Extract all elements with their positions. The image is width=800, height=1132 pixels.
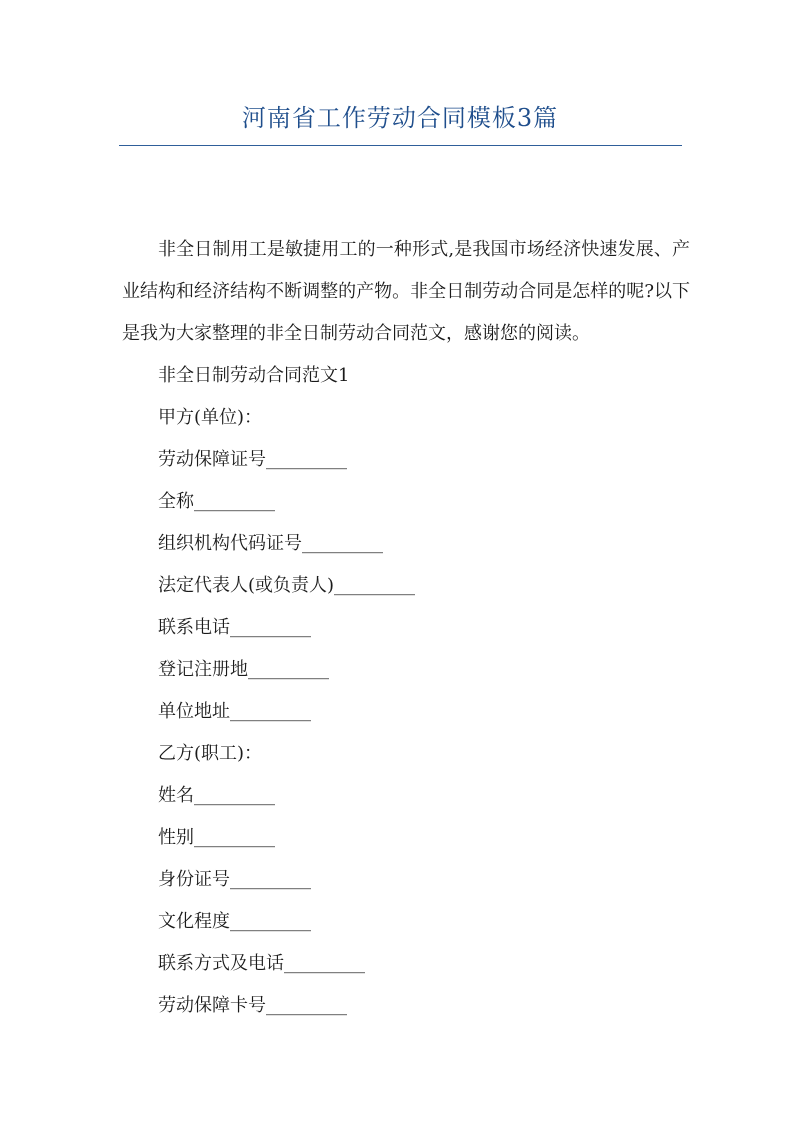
- party-b-heading: 乙方(职工)：: [158, 743, 263, 764]
- form-line-full-name: 全称_________: [158, 491, 275, 512]
- form-line-registered-place: 登记注册地_________: [158, 659, 329, 680]
- form-line-legal-rep: 法定代表人(或负责人)_________: [158, 575, 416, 596]
- form-line-name: 姓名_________: [158, 785, 275, 806]
- section-heading: 非全日制劳动合同范文1: [158, 365, 350, 386]
- party-a-heading: 甲方(单位)：: [158, 407, 263, 428]
- form-line-education: 文化程度_________: [158, 911, 311, 932]
- form-line-contact-method: 联系方式及电话_________: [158, 953, 365, 974]
- form-line-labor-security-card: 劳动保障卡号_________: [158, 995, 347, 1016]
- intro-paragraph: 非全日制用工是敏捷用工的一种形式,是我国市场经济快速发展、产业结构和经济结构不断调整的产物。非全日制劳动合同是怎样的呢?以下是我为大家整理的非全日制劳动合同范文，感谢您的阅读。: [122, 239, 690, 344]
- document-body: [122, 229, 690, 1027]
- form-line-contact-phone: 联系电话_________: [158, 617, 311, 638]
- form-line-unit-address: 单位地址_________: [158, 701, 311, 722]
- form-line-gender: 性别_________: [158, 827, 275, 848]
- document-title: 河南省工作劳动合同模板3篇: [241, 104, 559, 132]
- form-line-id-number: 身份证号_________: [158, 869, 311, 890]
- form-line-labor-security-no: 劳动保障证号_________: [158, 449, 347, 470]
- title-underline: [119, 145, 682, 146]
- form-line-org-code: 组织机构代码证号_________: [158, 533, 383, 554]
